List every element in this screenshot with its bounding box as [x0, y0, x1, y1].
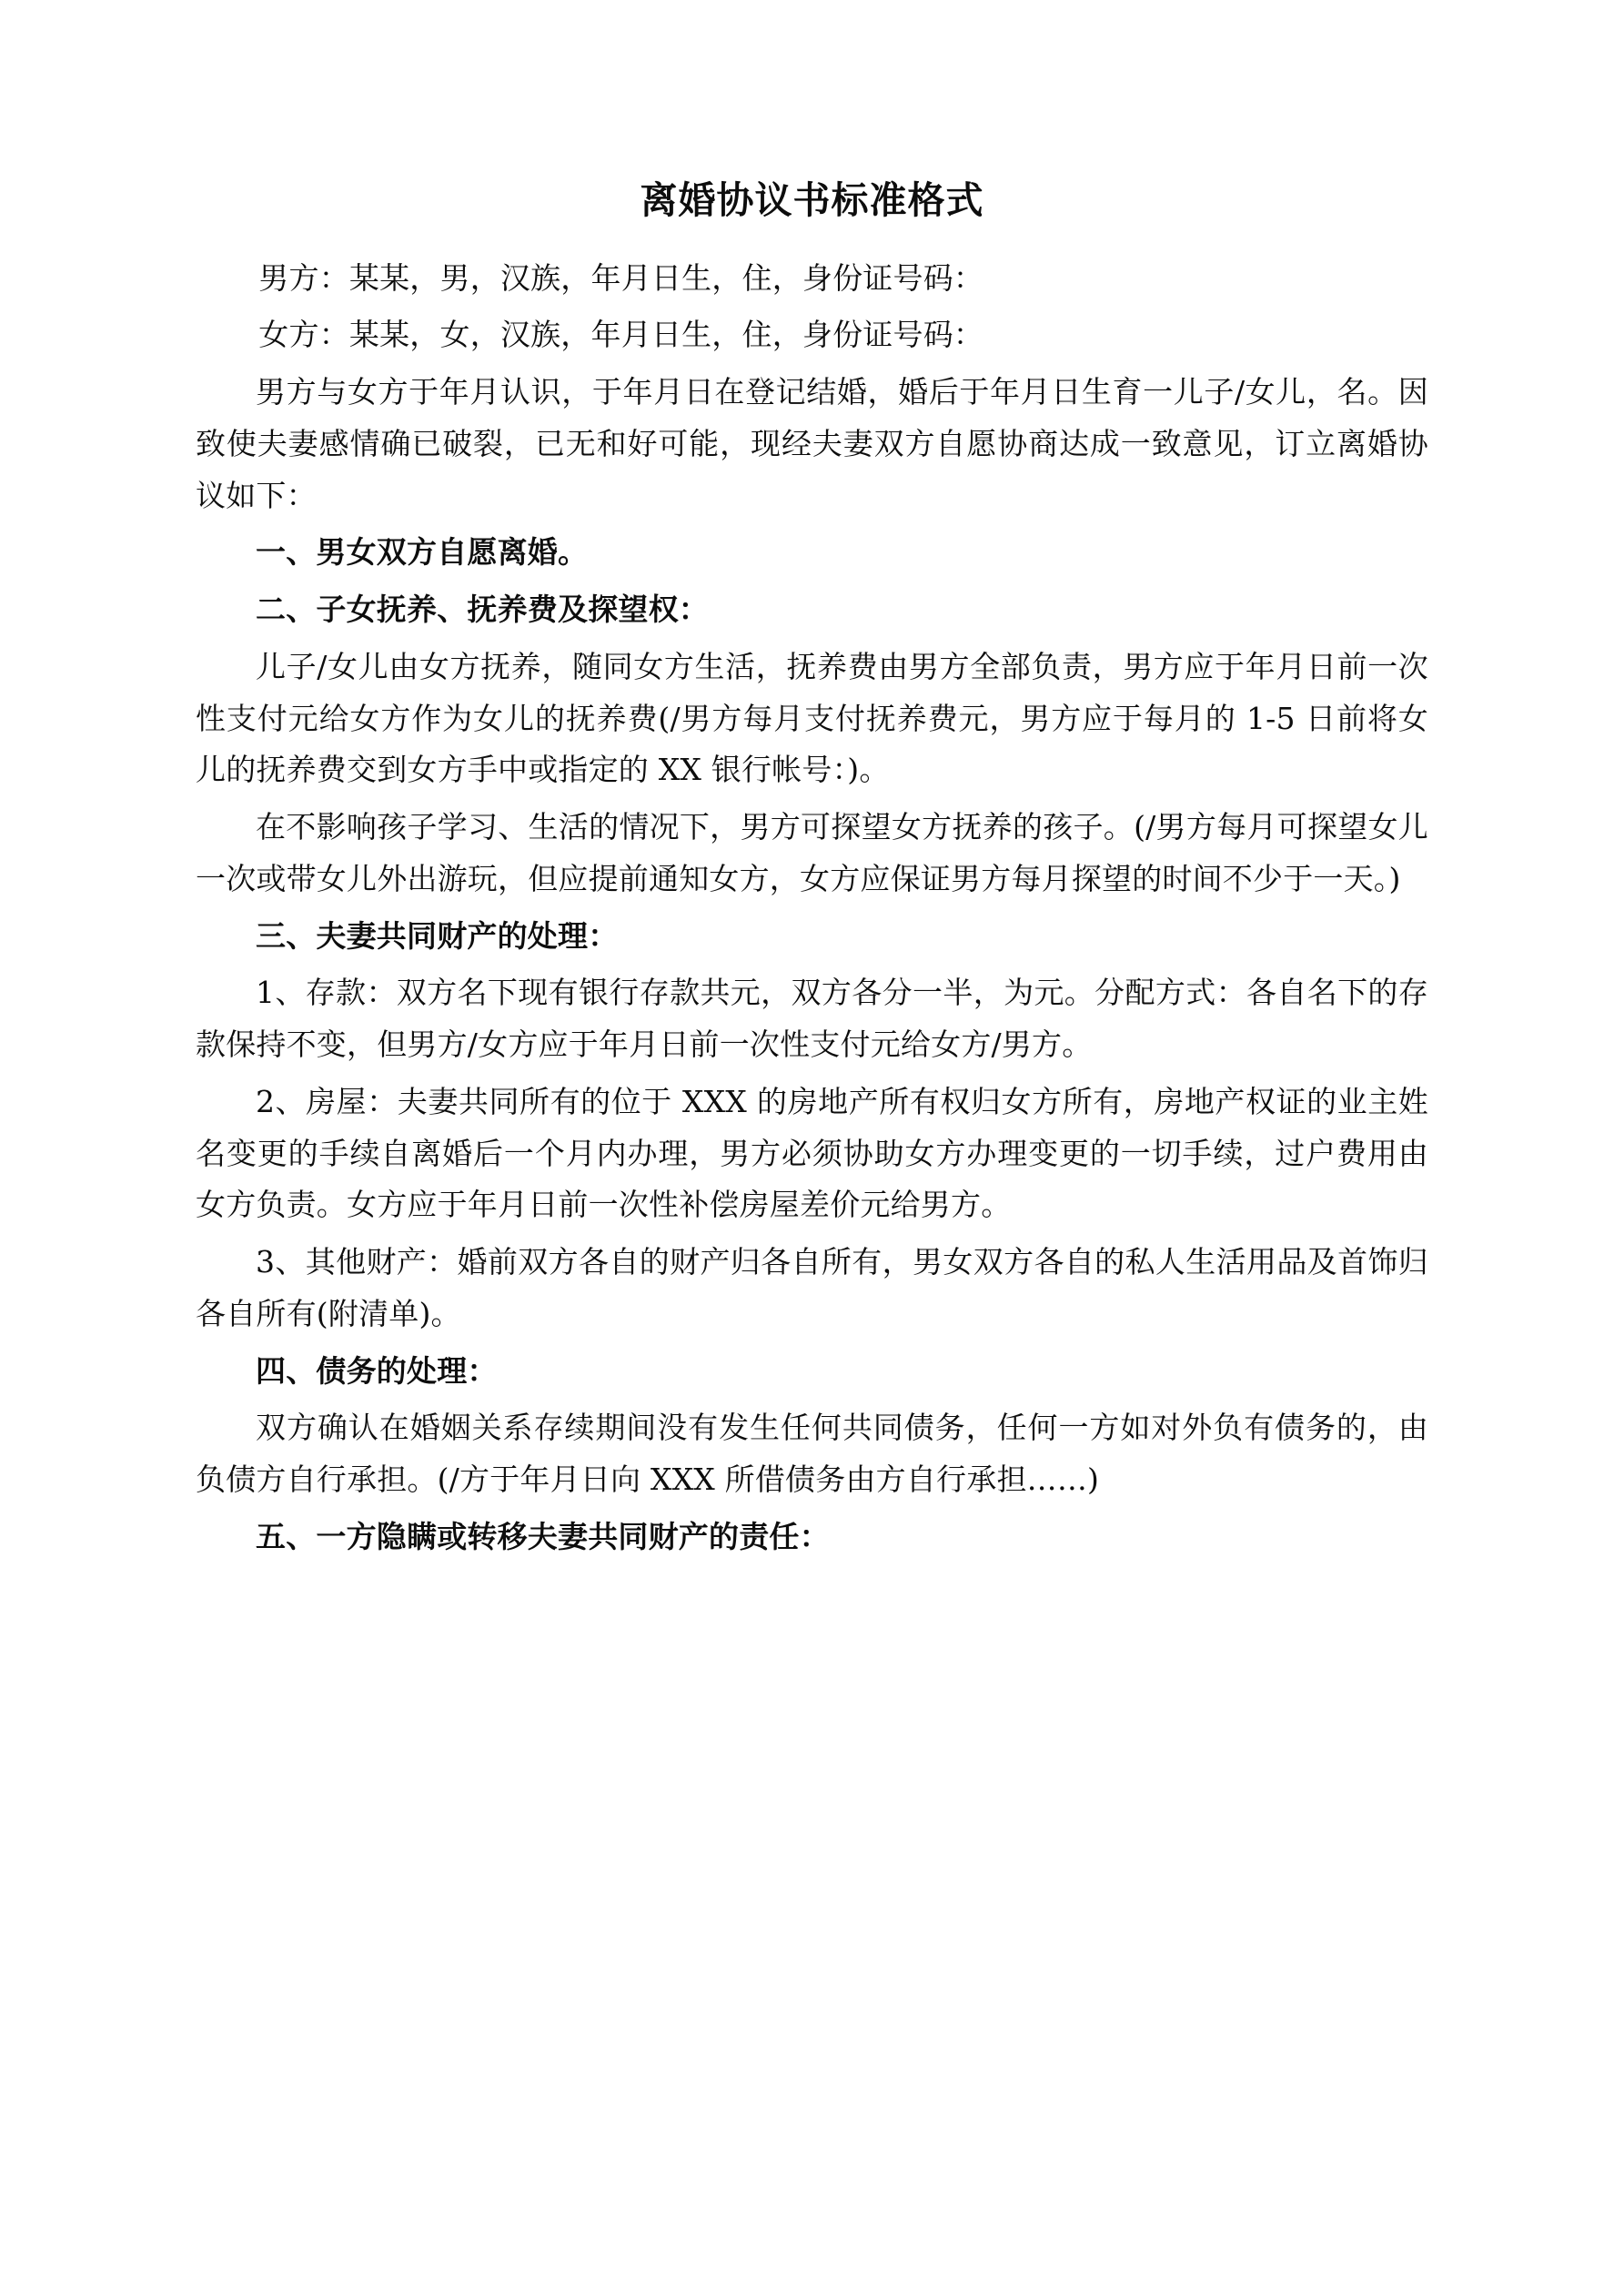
paragraph-custody: 儿子/女儿由女方抚养，随同女方生活，抚养费由男方全部负责，男方应于年月日前一次性支付元给女方作为女儿的抚养费(/男方每月支付抚养费元，男方应于每月的 1-5 日前将女儿的抚养费交到女方手中或指定的 XX 银行帐号：)。	[196, 648, 1428, 788]
paragraph-house: 2、房屋：夫妻共同所有的位于 XXX 的房地产所有权归女方所有，房地产权证的业主姓名变更的手续自离婚后一个月内办理，男方必须协助女方办理变更的一切手续，过户费用由女方负责。女方应于年月日前一次性补偿房屋差价元给男方。	[196, 1083, 1428, 1223]
section-heading-2: 二、子女抚养、抚养费及探望权：	[256, 592, 709, 627]
section-heading-3: 三、夫妻共同财产的处理：	[256, 917, 619, 954]
paragraph-other-property: 3、其他财产：婚前双方各自的财产归各自所有，男女双方各自的私人生活用品及首饰归各自所有(附清单)。	[196, 1244, 1428, 1331]
section-heading-5: 五、一方隐瞒或转移夫妻共同财产的责任：	[256, 1518, 830, 1554]
paragraph-wife-info: 女方：某某，女，汉族，年月日生，住，身份证号码：	[258, 317, 984, 353]
page-title: 离婚协议书标准格式	[640, 178, 984, 222]
section-heading-1: 一、男女双方自愿离婚。	[256, 534, 589, 571]
section-heading-4: 四、债务的处理：	[256, 1352, 498, 1389]
paragraph-husband-info: 男方：某某，男，汉族，年月日生，住，身份证号码：	[258, 259, 984, 296]
paragraph-background: 男方与女方于年月认识，于年月日在登记结婚，婚后于年月日生育一儿子/女儿，名。因致使夫妻感情确已破裂，已无和好可能，现经夫妻双方自愿协商达成一致意见，订立离婚协议如下：	[196, 374, 1428, 513]
paragraph-deposit: 1、存款：双方名下现有银行存款共元，双方各分一半，为元。分配方式：各自名下的存款保持不变，但男方/女方应于年月日前一次性支付元给女方/男方。	[196, 975, 1428, 1062]
paragraph-debt: 双方确认在婚姻关系存续期间没有发生任何共同债务，任何一方如对外负有债务的，由负债方自行承担。(/方于年月日向 XXX 所借债务由方自行承担……)	[196, 1410, 1428, 1497]
paragraph-visitation: 在不影响孩子学习、生活的情况下，男方可探望女方抚养的孩子。(/男方每月可探望女儿一次或带女儿外出游玩，但应提前通知女方，女方应保证男方每月探望的时间不少于一天。)	[196, 809, 1428, 896]
